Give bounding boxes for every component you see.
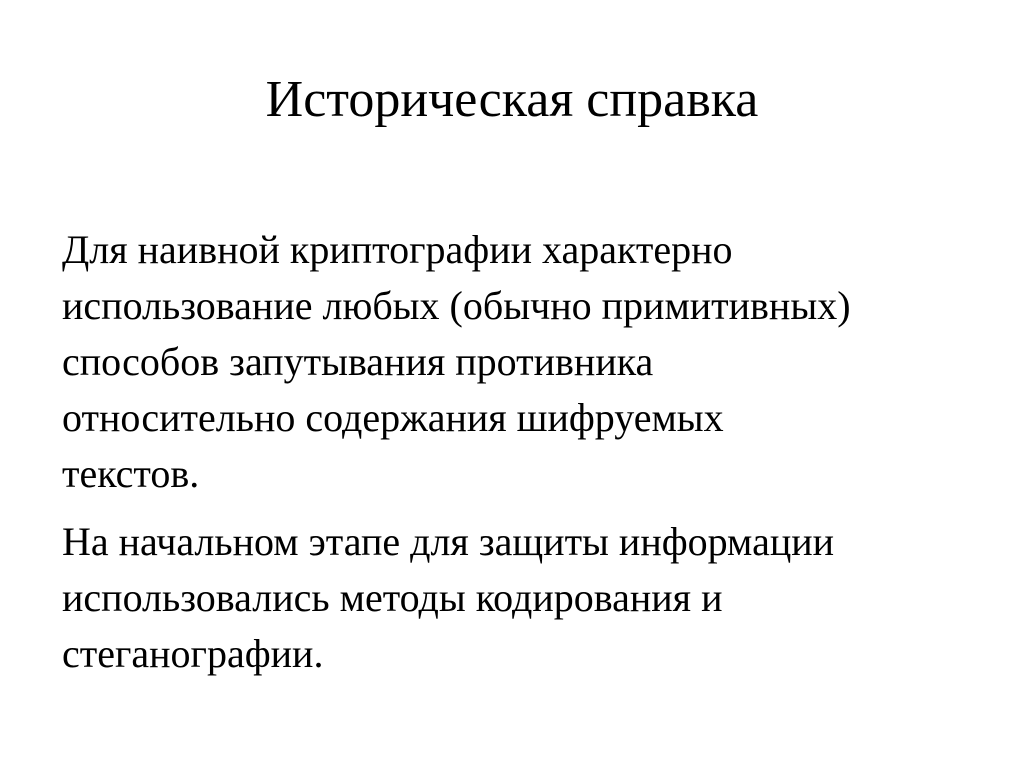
text-line: На начальном этапе для защиты информации [62, 519, 835, 564]
slide-title: Историческая справка [265, 71, 759, 128]
text-line: относительно содержания шифруемых [62, 395, 724, 440]
text-line: текстов. [62, 451, 200, 496]
slide-body [62, 222, 982, 694]
text-line: использовались методы кодирования и [62, 575, 723, 620]
paragraph-early-methods [62, 514, 982, 682]
text-line: Для наивной криптографии характерно [62, 227, 733, 272]
paragraph-naive-cryptography [62, 222, 982, 502]
text-line: стеганографии. [62, 631, 324, 676]
text-line: использование любых (обычно примитивных) [62, 283, 851, 328]
text-line: способов запутывания противника [62, 339, 654, 384]
